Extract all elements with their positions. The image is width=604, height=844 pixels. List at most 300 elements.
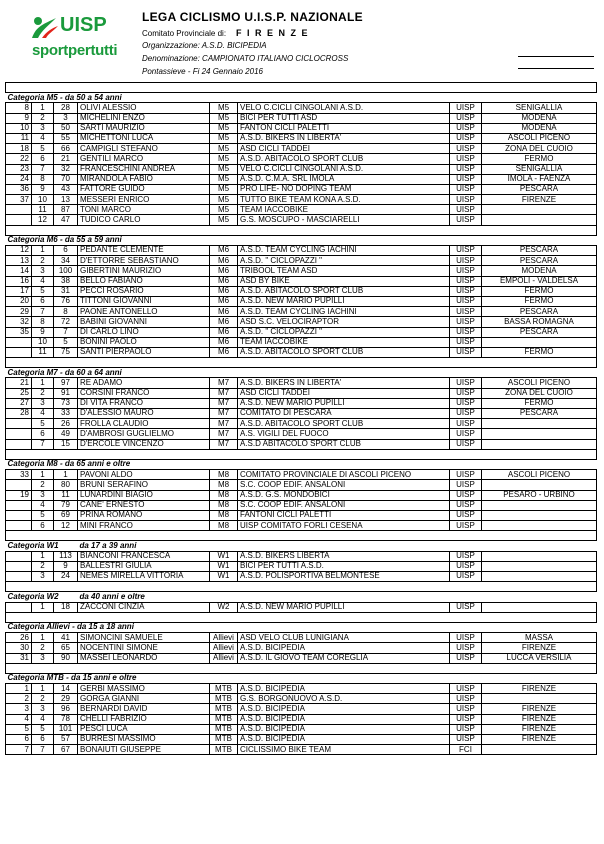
category: M5 [210,123,238,133]
table-row [6,429,597,439]
blank-cell [6,663,32,673]
bib-number: 72 [54,317,78,327]
team-name: G.S. MOSCUPO - MASCIARELLI [238,215,450,225]
logo-subtitle: sportpertutti [32,42,118,59]
overall-position [6,347,32,357]
rider-name: DI CARLO LINO [78,327,210,337]
category-position: 11 [32,347,54,357]
blank-cell [238,612,450,622]
table-row [6,521,597,531]
team-name: COMITATO DI PESCARA [238,409,450,419]
province: PESCARA [482,246,597,256]
bib-number: 73 [54,398,78,408]
category-position: 10 [32,337,54,347]
category-position: 2 [32,388,54,398]
province: FERMO [482,286,597,296]
table-row [6,633,597,643]
bib-number: 79 [54,500,78,510]
blank-cell [210,582,238,592]
logo-name: UISP [60,14,107,36]
team-name: A.S.D. BIKERS LIBERTA [238,551,450,561]
province: MODENA [482,123,597,133]
federation: UISP [450,561,482,571]
overall-position: 1 [6,684,32,694]
category-position: 4 [32,133,54,143]
table-row [6,409,597,419]
federation: UISP [450,429,482,439]
category: M6 [210,286,238,296]
rider-name: GORGA GIANNI [78,694,210,704]
category: M5 [210,113,238,123]
table-row [6,378,597,388]
bib-number: 8 [54,307,78,317]
category-position: 1 [32,103,54,113]
bib-number: 1 [54,470,78,480]
team-name: A.S.D. " CICLOPAZZI " [238,327,450,337]
document-header [0,0,604,82]
blank-cell [238,83,450,93]
category-name: Categoria MTB - da 15 anni e oltre [6,673,597,683]
organizzazione-line: Organizzazione: A.S.D. BICIPEDIA [142,41,267,50]
blank-cell [6,531,32,541]
federation: UISP [450,256,482,266]
rider-name: MICHELINI ENZO [78,113,210,123]
rider-name: ZACCONI CINZIA [78,602,210,612]
federation: UISP [450,378,482,388]
province: FERMO [482,154,597,164]
overall-position: 23 [6,164,32,174]
federation: UISP [450,724,482,734]
category-position: 9 [32,184,54,194]
blank-cell [450,225,482,235]
blank-cell [482,531,597,541]
rider-name: NOCENTINI SIMONE [78,643,210,653]
rider-name: OLIVI ALESSIO [78,103,210,113]
province: SENIGALLIA [482,103,597,113]
bib-number: 90 [54,653,78,663]
province: SENIGALLIA [482,164,597,174]
category: M6 [210,337,238,347]
federation: UISP [450,398,482,408]
rider-name: FATTORE GUIDO [78,184,210,194]
category-header [6,459,597,469]
category: M5 [210,144,238,154]
overall-position [6,510,32,520]
category: W1 [210,572,238,582]
blank-cell [450,612,482,622]
overall-position: 26 [6,633,32,643]
category: M6 [210,317,238,327]
province [482,602,597,612]
overall-position [6,500,32,510]
team-name: A.S.D. BICIPEDIA [238,735,450,745]
blank-cell [54,582,78,592]
blank-cell [32,225,54,235]
team-name: A.S.D. NEW MARIO PUPILLI [238,602,450,612]
rider-name: FRANCESCHINI ANDREA [78,164,210,174]
rider-name: BERNARDI DAVID [78,704,210,714]
team-name: COMITATO PROVINCIALE DI ASCOLI PICENO [238,470,450,480]
category-position: 3 [32,704,54,714]
blank-cell [482,225,597,235]
category: M6 [210,276,238,286]
table-row [6,154,597,164]
province [482,429,597,439]
bib-number: 70 [54,174,78,184]
overall-position [6,480,32,490]
overall-position [6,419,32,429]
blank-cell [210,225,238,235]
table-row [6,724,597,734]
federation: UISP [450,470,482,480]
overall-position: 25 [6,388,32,398]
federation: UISP [450,500,482,510]
category: M5 [210,133,238,143]
category: M5 [210,174,238,184]
bib-number: 28 [54,103,78,113]
bib-number: 32 [54,164,78,174]
bib-number: 50 [54,123,78,133]
rider-name: D'ALESSIO MAURO [78,409,210,419]
bib-number: 18 [54,602,78,612]
team-name: A.S.D. POLISPORTIVA BELMONTESE [238,572,450,582]
team-name: A.S.D. ABITACOLO SPORT CLUB [238,347,450,357]
federation: UISP [450,317,482,327]
blank-cell [6,449,32,459]
federation: UISP [450,480,482,490]
category-position: 9 [32,327,54,337]
rider-name: SIMONCINI SAMUELE [78,633,210,643]
federation: UISP [450,714,482,724]
blank-cell [78,83,210,93]
blank-cell [54,225,78,235]
federation: UISP [450,510,482,520]
rider-name: D'ERCOLE VINCENZO [78,439,210,449]
blank-cell [238,225,450,235]
blank-row [6,531,597,541]
federation: UISP [450,521,482,531]
federation: UISP [450,419,482,429]
bib-number: 24 [54,572,78,582]
table-row [6,133,597,143]
table-row [6,684,597,694]
bib-number: 57 [54,735,78,745]
category-position: 4 [32,409,54,419]
province: PESCARA [482,256,597,266]
overall-position: 29 [6,307,32,317]
category-name: Categoria Allievi - da 15 a 18 anni [6,622,597,632]
bib-number: 65 [54,643,78,653]
category-header [6,93,597,103]
overall-position: 27 [6,398,32,408]
rider-name: BONAIUTI GIUSEPPE [78,745,210,755]
bib-number: 15 [54,439,78,449]
table-row [6,164,597,174]
blank-cell [78,358,210,368]
table-row [6,347,597,357]
table-row [6,398,597,408]
federation: UISP [450,337,482,347]
rider-name: CHELLI FABRIZIO [78,714,210,724]
table-row [6,490,597,500]
category: M8 [210,510,238,520]
team-name: A.S.D. TEAM CYCLING IACHINI [238,307,450,317]
category-position: 7 [32,164,54,174]
team-name: A.S.D. BICIPEDIA [238,643,450,653]
federation: FCI [450,745,482,755]
overall-position: 35 [6,327,32,337]
rider-name: BURRESI MASSIMO [78,735,210,745]
rider-name: CORSINI FRANCO [78,388,210,398]
team-name: A.S.D. G.S. MONDOBICI [238,490,450,500]
blank-cell [450,83,482,93]
federation: UISP [450,246,482,256]
blank-cell [32,531,54,541]
rider-name: NEMES MIRELLA VITTORIA [78,572,210,582]
table-row [6,470,597,480]
rider-name: DI VITA FRANCO [78,398,210,408]
category: MTB [210,704,238,714]
category-name: Categoria M5 - da 50 a 54 anni [6,93,597,103]
team-name: A.S.D. C.M.A. SRL IMOLA [238,174,450,184]
rider-name: MESSERI ENRICO [78,195,210,205]
team-name: A.S.D. TEAM CYCLING IACHINI [238,246,450,256]
overall-position [6,602,32,612]
team-name: BICI PER TUTTI A.S.D. [238,561,450,571]
blank-cell [210,612,238,622]
blank-cell [482,612,597,622]
federation: UISP [450,572,482,582]
table-row [6,174,597,184]
category-position: 7 [32,439,54,449]
province: FIRENZE [482,714,597,724]
overall-position: 9 [6,113,32,123]
team-name: ASD S.C. VELOCIRAPTOR [238,317,450,327]
province: IMOLA - FAENZA [482,174,597,184]
province: MASSA [482,633,597,643]
category: W1 [210,551,238,561]
table-row [6,103,597,113]
blank-cell [54,663,78,673]
table-row [6,602,597,612]
category-age: da 17 a 39 anni [78,541,597,551]
category: W2 [210,602,238,612]
category: M5 [210,103,238,113]
province [482,572,597,582]
overall-position: 12 [6,246,32,256]
federation: UISP [450,123,482,133]
overall-position: 10 [6,123,32,133]
rider-name: GIBERTINI MAURIZIO [78,266,210,276]
table-row [6,215,597,225]
blank-cell [54,612,78,622]
category-header [6,235,597,245]
federation: UISP [450,409,482,419]
category-position: 8 [32,174,54,184]
rider-name: PESCI LUCA [78,724,210,734]
table-row [6,246,597,256]
province: FIRENZE [482,724,597,734]
federation: UISP [450,164,482,174]
province: FERMO [482,347,597,357]
bib-number: 91 [54,388,78,398]
federation: UISP [450,704,482,714]
rider-name: FROLLA CLAUDIO [78,419,210,429]
category: M7 [210,429,238,439]
bib-number: 100 [54,266,78,276]
province [482,337,597,347]
bib-number: 49 [54,429,78,439]
page-title: LEGA CICLISMO U.I.S.P. NAZIONALE [142,10,363,24]
uisp-logo-icon [30,14,60,40]
blank-cell [6,612,32,622]
bib-number: 69 [54,510,78,520]
bib-number: 33 [54,409,78,419]
table-row [6,327,597,337]
team-name: A.S.D. NEW MARIO PUPILLI [238,398,450,408]
category: M7 [210,378,238,388]
table-row [6,694,597,704]
team-name: VELO C.CICLI CINGOLANI A.S.D. [238,103,450,113]
category-position: 3 [32,490,54,500]
bib-number: 11 [54,490,78,500]
overall-position [6,205,32,215]
province: PESCARA [482,184,597,194]
province: FIRENZE [482,735,597,745]
blank-cell [210,358,238,368]
federation: UISP [450,215,482,225]
category-position: 3 [32,653,54,663]
blank-cell [78,531,210,541]
category-position: 6 [32,154,54,164]
rider-name: TONI MARCO [78,205,210,215]
rider-name: PEDANTE CLEMENTE [78,246,210,256]
overall-position: 22 [6,154,32,164]
team-name: A.S.D. " CICLOPAZZI " [238,256,450,266]
province [482,745,597,755]
bib-number: 76 [54,296,78,306]
overall-position: 7 [6,745,32,755]
table-row [6,123,597,133]
overall-position: 28 [6,409,32,419]
results-body [6,83,597,755]
overall-position: 16 [6,276,32,286]
category: M8 [210,521,238,531]
category-name: Categoria M6 - da 55 a 59 anni [6,235,597,245]
bib-number: 29 [54,694,78,704]
overall-position: 17 [6,286,32,296]
bib-number: 34 [54,256,78,266]
province: ASCOLI PICENO [482,133,597,143]
blank-cell [238,663,450,673]
federation: UISP [450,266,482,276]
federation: UISP [450,174,482,184]
federation: UISP [450,195,482,205]
bib-number: 101 [54,724,78,734]
federation: UISP [450,296,482,306]
overall-position: 31 [6,653,32,663]
blank-cell [482,83,597,93]
category: MTB [210,694,238,704]
header-rule [518,68,594,69]
overall-position: 3 [6,704,32,714]
federation: UISP [450,388,482,398]
federation: UISP [450,327,482,337]
table-row [6,337,597,347]
table-row [6,307,597,317]
category-position: 1 [32,551,54,561]
team-name: TRIBOOL TEAM ASD [238,266,450,276]
blank-row [6,612,597,622]
federation: UISP [450,103,482,113]
category: M7 [210,409,238,419]
category: M6 [210,296,238,306]
blank-row [6,449,597,459]
category-position: 2 [32,643,54,653]
province: PESARO - URBINO [482,490,597,500]
team-name: G.S. BORGONUOVO A.S.D. [238,694,450,704]
category: M7 [210,388,238,398]
luogo-data-line: Pontassieve - Fi 24 Gennaio 2016 [142,67,263,76]
table-row [6,388,597,398]
rider-name: SARTI MAURIZIO [78,123,210,133]
category-position: 1 [32,378,54,388]
team-name: TEAM IACCOBIKE [238,205,450,215]
bib-number: 55 [54,133,78,143]
overall-position: 11 [6,133,32,143]
province [482,215,597,225]
category: MTB [210,735,238,745]
overall-position [6,521,32,531]
denominazione-line: Denominazione: CAMPIONATO ITALIANO CICLOCROSS [142,54,349,63]
category: Allievi [210,653,238,663]
federation: UISP [450,633,482,643]
rider-name: MICHETTONI LUCA [78,133,210,143]
bib-number: 13 [54,195,78,205]
table-row [6,735,597,745]
category-header [6,592,597,602]
category: M7 [210,398,238,408]
table-row [6,296,597,306]
bib-number: 97 [54,378,78,388]
category-position: 10 [32,195,54,205]
team-name: A.S.D. ABITACOLO SPORT CLUB [238,419,450,429]
overall-position [6,215,32,225]
category-position: 6 [32,735,54,745]
table-row [6,286,597,296]
table-row [6,714,597,724]
category-position: 5 [32,144,54,154]
blank-row [6,225,597,235]
category-position: 7 [32,307,54,317]
blank-cell [6,358,32,368]
federation: UISP [450,205,482,215]
category-position: 3 [32,266,54,276]
team-name: ASD CICLI TADDEI [238,388,450,398]
category-position: 1 [32,633,54,643]
team-name: TEAM IACCOBIKE [238,337,450,347]
category: M8 [210,500,238,510]
category: W1 [210,561,238,571]
category-position: 1 [32,470,54,480]
rider-name: BIANCONI FRANCESCA [78,551,210,561]
bib-number: 113 [54,551,78,561]
team-name: ASD CICLI TADDEI [238,144,450,154]
province: MODENA [482,113,597,123]
category-position: 5 [32,724,54,734]
rider-name: MIRANDOLA FABIO [78,174,210,184]
overall-position: 30 [6,643,32,653]
